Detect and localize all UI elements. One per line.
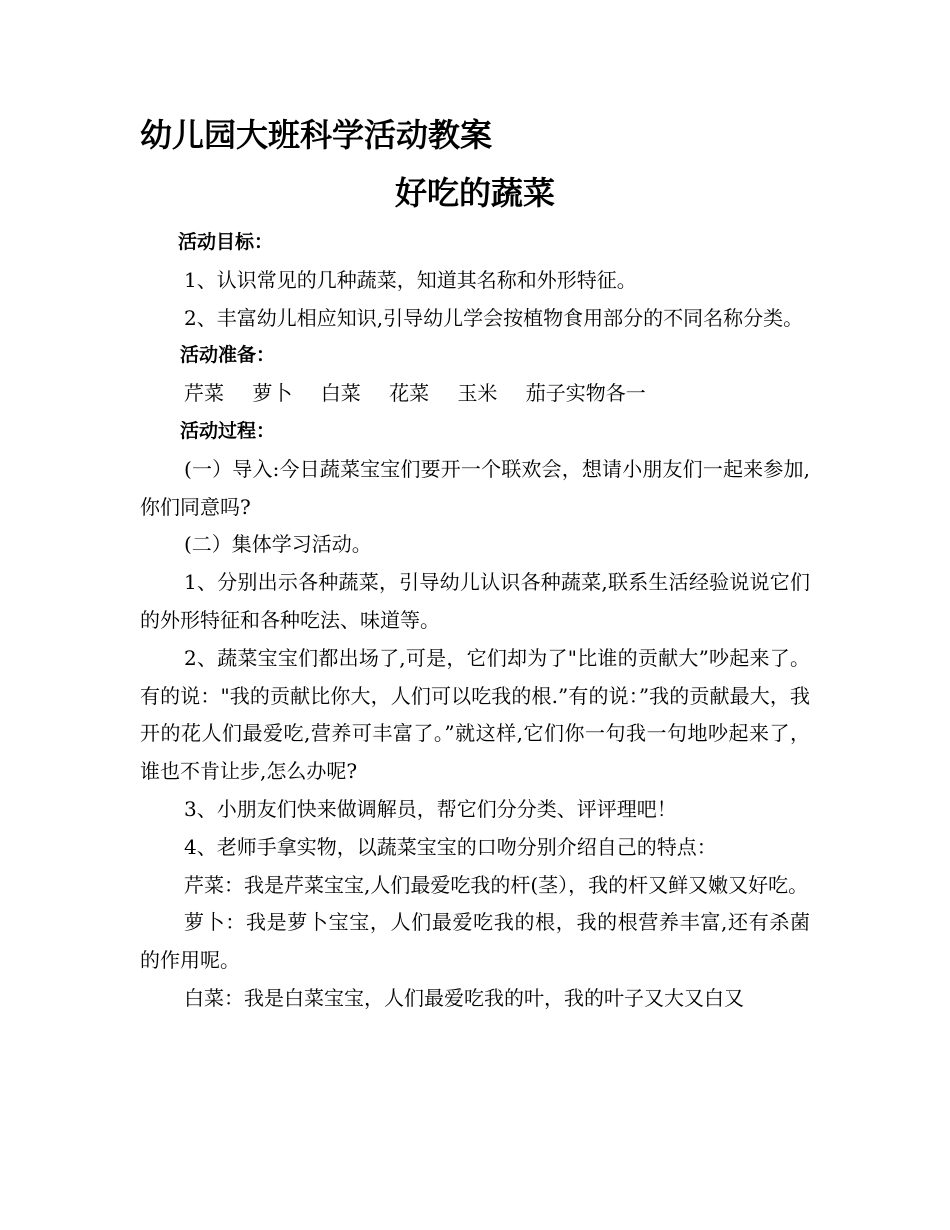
document-body: [140, 224, 810, 1018]
process-paragraph: 4、老师手拿实物，以蔬菜宝宝的口吻分别介绍自己的特点：: [184, 834, 717, 859]
process-heading: 活动过程：: [180, 419, 276, 442]
goals-heading: 活动目标：: [178, 231, 274, 253]
prep-item: 芹菜: [184, 381, 224, 406]
process-paragraph: (一）导入:今日蔬菜宝宝们要开一个联欢会，想请小朋友们一起来参加,你们同意吗?: [140, 456, 810, 519]
prep-item: 茄子实物各一: [525, 381, 646, 406]
goal-item: 1、认识常见的几种蔬菜，知道其名称和外形特征。: [184, 267, 637, 292]
process-paragraph: 芹菜：我是芹菜宝宝,人们最爱吃我的杆(茎），我的杆又鲜又嫩又好吃。: [184, 872, 809, 897]
prep-item: 白菜: [320, 381, 361, 406]
prep-item: 花菜: [389, 381, 430, 406]
prep-list: [140, 375, 810, 413]
prep-item: 萝卜: [252, 381, 293, 406]
process-paragraph: 2、蔬菜宝宝们都出场了,可是，它们却为了"比谁的贡献大”吵起来了。有的说："我的贡献比你大，人们可以吃我的根.”有的说：”我的贡献最大，我开的花人们最爱吃,营养可丰富了。”就这样,它们你一句我一句地吵起来了，谁也不肯让步,怎么办呢?: [140, 645, 810, 784]
prep-item: 玉米: [457, 381, 498, 406]
document-title: 幼儿园大班科学活动教案: [140, 116, 493, 154]
process-paragraph: 白菜：我是白菜宝宝，人们最爱吃我的叶，我的叶子又大又白又: [184, 985, 744, 1010]
lesson-title: 好吃的蔬菜: [394, 174, 555, 212]
process-paragraph: 3、小朋友们快来做调解员，帮它们分分类、评评理吧！: [184, 796, 677, 821]
goal-item: 2、丰富幼儿相应知识,引导幼儿学会按植物食用部分的不同名称分类。: [184, 305, 804, 330]
prep-heading: 活动准备：: [180, 344, 276, 367]
process-paragraph: 1、分别出示各种蔬菜，引导幼儿认识各种蔬菜,联系生活经验说说它们的外形特征和各种吃法、味道等。: [140, 570, 810, 632]
process-paragraph: (二）集体学习活动。: [184, 532, 372, 557]
process-paragraph: 萝卜：我是萝卜宝宝，人们最爱吃我的根，我的根营养丰富,还有杀菌的作用呢。: [140, 910, 810, 973]
